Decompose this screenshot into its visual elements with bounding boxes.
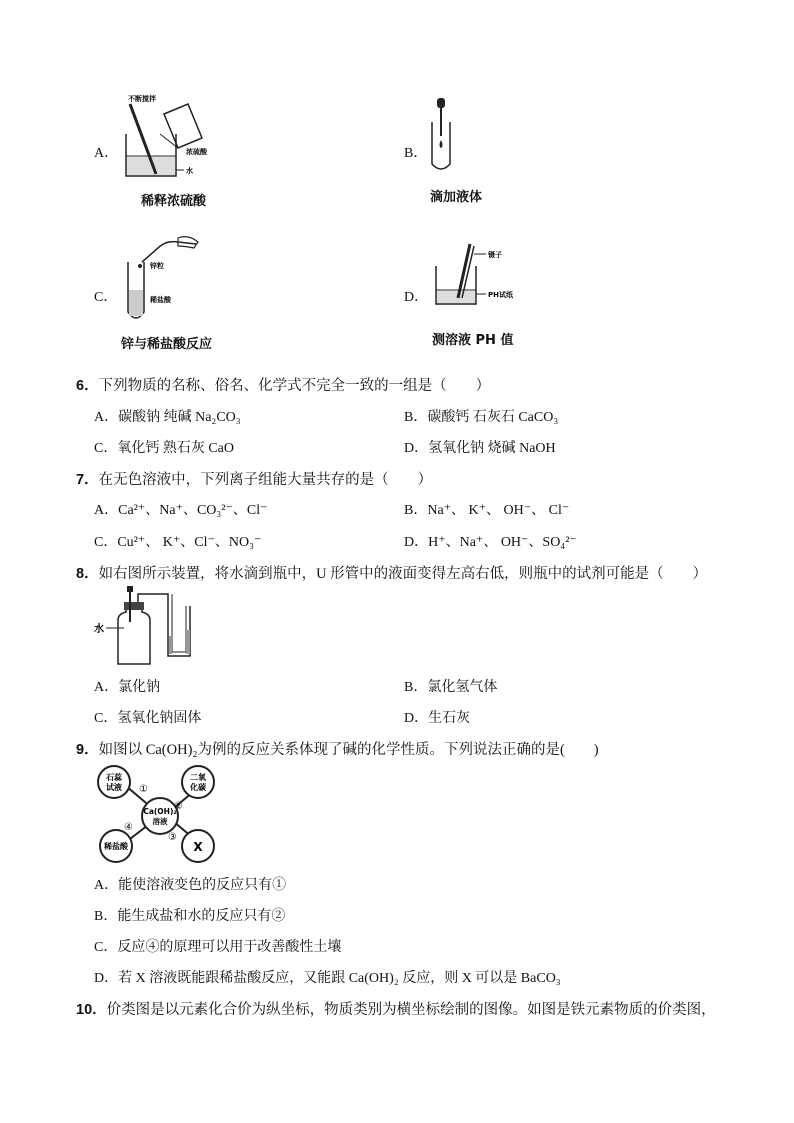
q7-stem: 7．在无色溶液中，下列离子组能大量共存的是（ ）: [76, 472, 433, 488]
q5-option-c-letter: C．: [94, 290, 118, 305]
mark-4: ④: [124, 822, 133, 833]
q9-option-a: A．能使溶液变色的反应只有①: [94, 878, 287, 893]
svg-text:二氧: 二氧: [190, 773, 206, 782]
water-drop-label: 水: [94, 624, 104, 635]
q9-number: 9．: [76, 742, 99, 758]
q6-option-d: D．氢氧化钠 烧碱 NaOH: [404, 441, 556, 456]
svg-text:稀盐酸: 稀盐酸: [104, 842, 128, 851]
q5-option-d-caption: 测溶液 PH 值: [432, 333, 514, 348]
q8-option-a: A．氯化钠: [94, 680, 161, 695]
mark-1: ①: [139, 784, 148, 795]
q5-option-a-letter: A．: [94, 146, 119, 161]
stir-label: 不断搅拌: [128, 95, 156, 103]
tweezers-label: 镊子: [488, 251, 502, 259]
ph-paper-label: PH试纸: [488, 291, 513, 299]
q8-stem: 8．如右图所示装置，将水滴到瓶中，U 形管中的液面变得左高右低，则瓶中的试剂可能是（ ）: [76, 566, 708, 582]
dilute-sulfuric-acid-figure: [118, 94, 228, 182]
q10-number: 10．: [76, 1002, 107, 1018]
svg-text:溶液: 溶液: [152, 817, 168, 826]
q9-stem: 9．如图以 Ca(OH)₂为例的反应关系体现了碱的化学性质。下列说法正确的是( ): [76, 742, 599, 758]
q7-option-b: B．Na⁺、 K⁺、 OH⁻、 Cl⁻: [404, 503, 570, 518]
q7-number: 7．: [76, 472, 99, 488]
ph-test-figure: [428, 240, 528, 310]
conc-acid-label: 浓硫酸: [186, 148, 207, 156]
svg-text:试液: 试液: [106, 783, 122, 792]
dropper-figure: [426, 96, 456, 176]
q10-stem: 10．价类图是以元素化合价为纵坐标，物质类别为横坐标绘制的图像。如图是铁元素物质的价类图，: [76, 1002, 716, 1018]
zinc-acid-figure: [118, 232, 218, 324]
q7-option-c: C．Cu²⁺、 K⁺、Cl⁻、NO₃⁻: [94, 535, 262, 550]
q6-stem: 6．下列物质的名称、俗名、化学式不完全一致的一组是（ ）: [76, 378, 491, 394]
q7-option-a: A．Ca²⁺、Na⁺、CO₃²⁻、Cl⁻: [94, 503, 268, 518]
svg-text:X: X: [193, 840, 203, 854]
q5-option-b-letter: B．: [404, 146, 428, 161]
q6-number: 6．: [76, 378, 99, 394]
litmus-node: [98, 766, 130, 798]
q7-option-d: D．H⁺、Na⁺、 OH⁻、SO₄²⁻: [404, 535, 577, 550]
mark-2: ②: [174, 801, 183, 812]
zinc-label: 锌粒: [150, 262, 164, 270]
q8-option-b: B．氯化氢气体: [404, 680, 498, 695]
q9-option-b: B．能生成盐和水的反应只有②: [94, 909, 286, 924]
q5-option-c-caption: 锌与稀盐酸反应: [121, 337, 213, 352]
q9-option-d: D．若 X 溶液既能跟稀盐酸反应，又能跟 Ca(OH)₂ 反应，则 X 可以是 BaCO₃: [94, 971, 561, 986]
water-label: 水: [186, 167, 193, 175]
mark-3: ③: [168, 832, 177, 843]
q9-option-c: C．反应④的原理可以用于改善酸性土壤: [94, 940, 342, 955]
q5-option-a-caption: 稀释浓硫酸: [141, 194, 207, 209]
q8-option-c: C．氢氧化钠固体: [94, 711, 202, 726]
co2-node: [182, 766, 214, 798]
calcium-hydroxide-reaction-diagram: [94, 764, 224, 864]
hcl-label: 稀盐酸: [150, 296, 171, 304]
q5-option-d-letter: D．: [404, 290, 429, 305]
q6-option-a: A．碳酸钠 纯碱 Na₂CO₃: [94, 410, 241, 425]
q6-option-c: C．氧化钙 熟石灰 CaO: [94, 441, 234, 456]
u-tube-apparatus-figure: [94, 586, 204, 668]
q6-option-b: B．碳酸钙 石灰石 CaCO₃: [404, 410, 559, 425]
q8-option-d: D．生石灰: [404, 711, 471, 726]
svg-text:化碳: 化碳: [190, 783, 206, 792]
q5-option-b-caption: 滴加液体: [430, 190, 483, 205]
center-node: [142, 798, 178, 834]
svg-text:Ca(OH)₂: Ca(OH)₂: [143, 807, 177, 816]
q8-number: 8．: [76, 566, 99, 582]
svg-text:石蕊: 石蕊: [106, 773, 122, 782]
